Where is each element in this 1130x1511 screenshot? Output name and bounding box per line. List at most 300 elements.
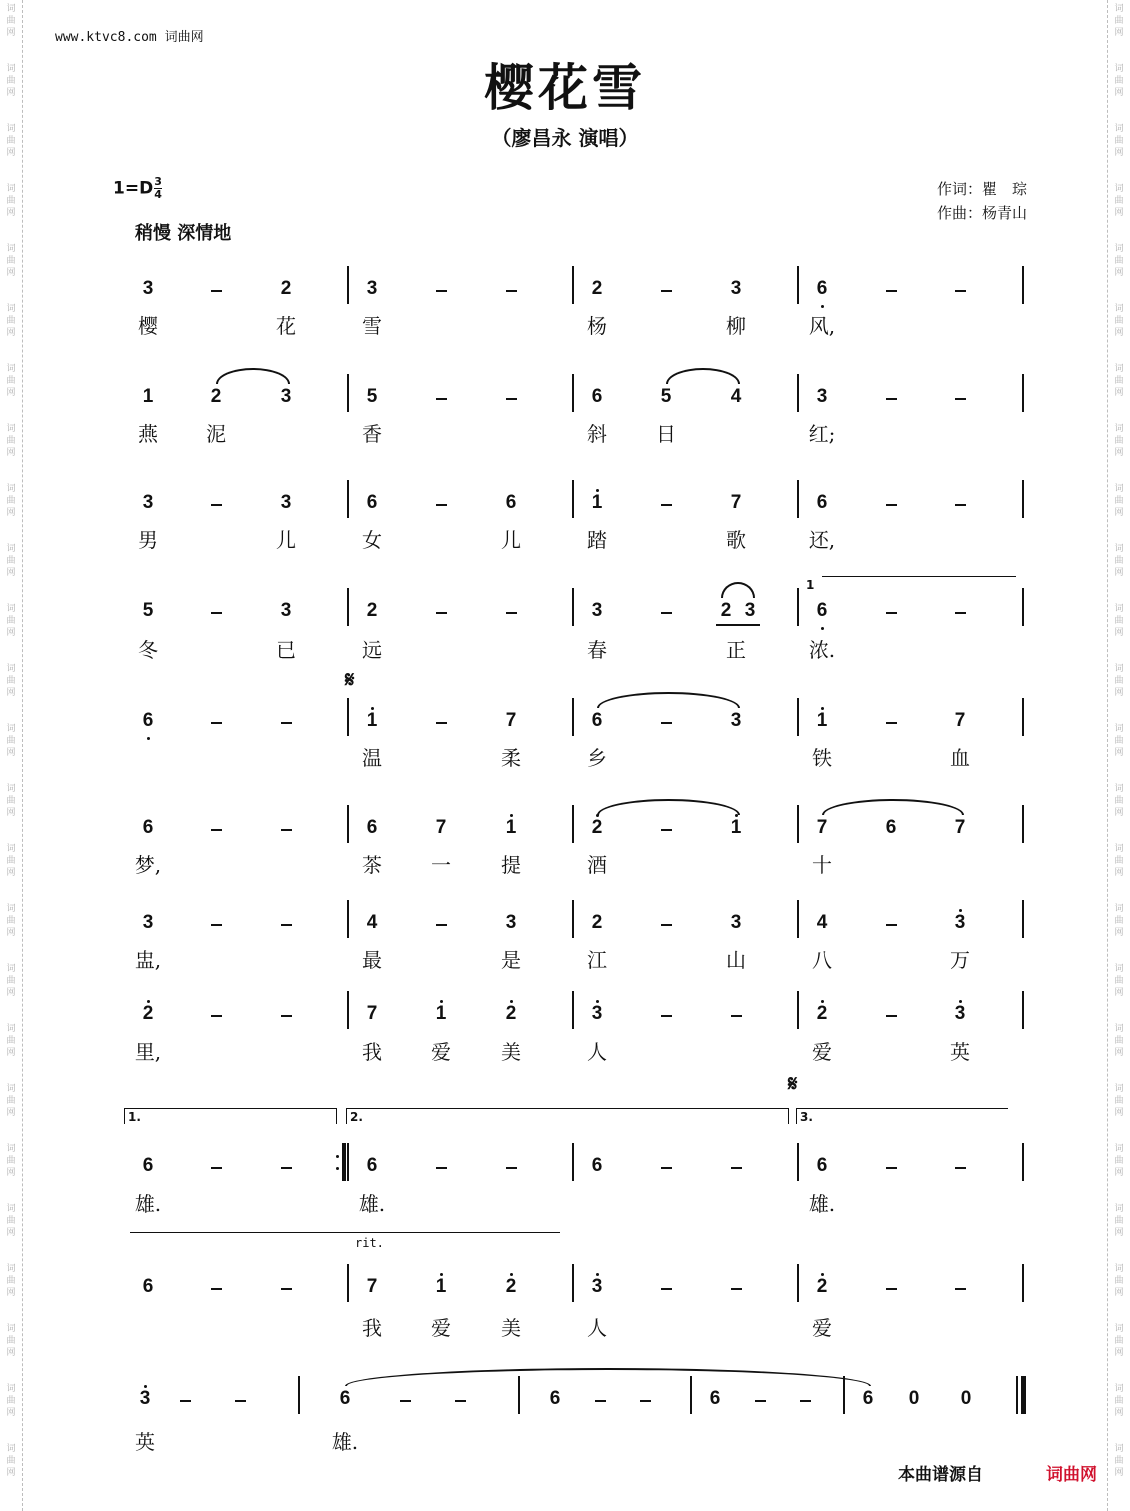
watermark-glyph: 曲 — [6, 1276, 16, 1286]
dash-symbol — [886, 1015, 897, 1017]
note: 1 — [730, 817, 742, 838]
watermark-glyph: 词 — [1114, 964, 1124, 974]
dash-symbol — [211, 924, 222, 926]
watermark-glyph: 网 — [6, 328, 16, 338]
dash-symbol — [886, 398, 897, 400]
watermark-glyph: 曲 — [6, 16, 16, 26]
note: 1 — [142, 386, 154, 407]
watermark-glyph: 网 — [1114, 508, 1124, 518]
watermark-glyph: 曲 — [1114, 1096, 1124, 1106]
watermark-glyph: 网 — [6, 1168, 16, 1178]
dash-symbol — [661, 722, 672, 724]
lyric: 花 — [276, 314, 296, 338]
dash-symbol — [886, 290, 897, 292]
note: 2 — [505, 1276, 517, 1297]
lyric: 雄. — [808, 1192, 836, 1216]
watermark-glyph: 曲 — [6, 856, 16, 866]
dash-symbol — [281, 1167, 292, 1169]
lyric: 人 — [587, 1316, 607, 1340]
note: 6 — [142, 817, 154, 838]
dash-symbol — [436, 290, 447, 292]
watermark-glyph: 词 — [1114, 64, 1124, 74]
note: 7 — [435, 817, 447, 838]
dash-symbol — [211, 1015, 222, 1017]
watermark-glyph: 词 — [6, 1024, 16, 1034]
watermark-glyph: 网 — [1114, 1408, 1124, 1418]
watermark-glyph: 网 — [6, 808, 16, 818]
lyric: 梦, — [134, 853, 162, 877]
lyric: 歌 — [726, 528, 746, 552]
high-octave-dot — [144, 1385, 147, 1388]
lyric: 香 — [362, 422, 382, 446]
dash-symbol — [211, 1167, 222, 1169]
low-octave-dot — [821, 305, 824, 308]
dash-symbol — [595, 1400, 606, 1402]
bar-line — [797, 900, 799, 938]
watermark-glyph: 网 — [6, 1468, 16, 1478]
note: 7 — [366, 1276, 378, 1297]
watermark-glyph: 词 — [1114, 1024, 1124, 1034]
lyric: 一 — [431, 853, 451, 877]
dash-symbol — [281, 1015, 292, 1017]
slur-arc — [822, 799, 964, 815]
final-bar-thin — [1016, 1376, 1018, 1414]
note: 1 — [505, 817, 517, 838]
volta-2-end — [788, 1108, 789, 1124]
dash-symbol — [886, 1288, 897, 1290]
watermark-glyph: 曲 — [1114, 16, 1124, 26]
watermark-glyph: 曲 — [1114, 1036, 1124, 1046]
dash-symbol — [211, 1288, 222, 1290]
note: 7 — [730, 492, 742, 513]
dash-symbol — [235, 1400, 246, 1402]
bar-line — [298, 1376, 300, 1414]
note: 3 — [730, 710, 742, 731]
note: 5 — [366, 386, 378, 407]
segno-sign: 𝄋 — [788, 1072, 798, 1097]
lyric: 冬 — [138, 638, 158, 662]
watermark-glyph: 曲 — [1114, 196, 1124, 206]
watermark-glyph: 词 — [1114, 784, 1124, 794]
bar-line — [797, 374, 799, 412]
volta-2-bracket — [346, 1108, 788, 1109]
dash-symbol — [661, 1167, 672, 1169]
note: 6 — [862, 1388, 874, 1409]
high-octave-dot — [821, 1273, 824, 1276]
lyric: 茶 — [362, 853, 382, 877]
dash-symbol — [281, 924, 292, 926]
watermark-glyph: 曲 — [1114, 976, 1124, 986]
bar-line — [797, 480, 799, 518]
watermark-glyph: 词 — [1114, 664, 1124, 674]
note: 3 — [816, 386, 828, 407]
watermark-glyph: 网 — [1114, 1288, 1124, 1298]
source-label: 本曲谱源自 — [898, 1465, 983, 1485]
dash-symbol — [886, 504, 897, 506]
key-label: 1=D — [113, 178, 154, 199]
watermark-glyph: 词 — [1114, 544, 1124, 554]
dash-symbol — [731, 1288, 742, 1290]
note: 6 — [816, 278, 828, 299]
dash-symbol — [436, 398, 447, 400]
high-octave-dot — [821, 1000, 824, 1003]
watermark-glyph: 词 — [1114, 1324, 1124, 1334]
lyric: 英 — [950, 1040, 970, 1064]
dash-symbol — [955, 290, 966, 292]
dash-symbol — [955, 398, 966, 400]
watermark-glyph: 曲 — [6, 496, 16, 506]
bar-line — [347, 588, 349, 626]
watermark-glyph: 词 — [1114, 424, 1124, 434]
watermark-glyph: 词 — [1114, 304, 1124, 314]
watermark-glyph: 网 — [6, 508, 16, 518]
watermark-glyph: 曲 — [1114, 436, 1124, 446]
watermark-glyph: 曲 — [6, 76, 16, 86]
watermark-glyph: 词 — [1114, 1444, 1124, 1454]
watermark-glyph: 网 — [6, 1288, 16, 1298]
note: 3 — [280, 386, 292, 407]
bar-line — [1022, 698, 1024, 736]
watermark-glyph: 曲 — [6, 676, 16, 686]
lyric: 英 — [135, 1430, 155, 1454]
lyric: 儿 — [276, 528, 296, 552]
watermark-glyph: 网 — [6, 208, 16, 218]
high-octave-dot — [959, 909, 962, 912]
volta-2-label: 2. — [350, 1110, 363, 1124]
lyric: 爱 — [812, 1316, 832, 1340]
lyric: 雪 — [362, 314, 382, 338]
watermark-glyph: 网 — [6, 1048, 16, 1058]
watermark-glyph: 词 — [1114, 1084, 1124, 1094]
lyric: 山 — [726, 948, 746, 972]
watermark-glyph: 词 — [6, 664, 16, 674]
watermark-glyph: 网 — [1114, 928, 1124, 938]
watermark-glyph: 网 — [6, 88, 16, 98]
watermark-glyph: 词 — [6, 544, 16, 554]
lyric: 美 — [501, 1316, 521, 1340]
note: 0 — [908, 1388, 920, 1409]
dash-symbol — [211, 290, 222, 292]
note: 7 — [954, 710, 966, 731]
watermark-glyph: 网 — [6, 1348, 16, 1358]
note: 2 — [142, 1003, 154, 1024]
bar-line — [1022, 480, 1024, 518]
high-octave-dot — [596, 1000, 599, 1003]
watermark-glyph: 网 — [1114, 1228, 1124, 1238]
dash-symbol — [661, 1288, 672, 1290]
note: 4 — [816, 912, 828, 933]
watermark-glyph: 曲 — [1114, 676, 1124, 686]
watermark-glyph: 词 — [6, 844, 16, 854]
high-octave-dot — [440, 1273, 443, 1276]
watermark-glyph: 曲 — [6, 376, 16, 386]
note: 4 — [730, 386, 742, 407]
watermark-glyph: 词 — [1114, 904, 1124, 914]
watermark-glyph: 网 — [6, 628, 16, 638]
watermark-glyph: 词 — [6, 1204, 16, 1214]
note: 2 — [366, 600, 378, 621]
note: 3 — [591, 1003, 603, 1024]
note: 4 — [366, 912, 378, 933]
lyric: 最 — [362, 948, 382, 972]
bar-line — [572, 1143, 574, 1181]
repeat-dot — [336, 1167, 339, 1170]
watermark-glyph: 曲 — [1114, 316, 1124, 326]
watermark-glyph: 曲 — [1114, 496, 1124, 506]
lyric: 泥 — [206, 422, 226, 446]
watermark-glyph: 曲 — [1114, 736, 1124, 746]
lyric: 盅, — [134, 948, 162, 972]
watermark-glyph: 曲 — [6, 436, 16, 446]
note: 1 — [591, 492, 603, 513]
high-octave-dot — [510, 1000, 513, 1003]
watermark-glyph: 曲 — [1114, 1276, 1124, 1286]
bar-line — [572, 991, 574, 1029]
watermark-glyph: 曲 — [6, 796, 16, 806]
dash-symbol — [211, 722, 222, 724]
bar-line — [1022, 1143, 1024, 1181]
note: 7 — [954, 817, 966, 838]
lyric: 还, — [808, 528, 836, 552]
note: 3 — [142, 912, 154, 933]
watermark-glyph: 词 — [1114, 484, 1124, 494]
dash-symbol — [436, 722, 447, 724]
watermark-glyph: 曲 — [6, 196, 16, 206]
lyric: 里, — [134, 1040, 162, 1064]
beam-underline — [716, 624, 760, 626]
bar-line — [572, 900, 574, 938]
note: 6 — [549, 1388, 561, 1409]
high-octave-dot — [596, 489, 599, 492]
note: 2 — [816, 1276, 828, 1297]
dash-symbol — [436, 924, 447, 926]
note: 6 — [816, 492, 828, 513]
note: 6 — [339, 1388, 351, 1409]
high-octave-dot — [510, 814, 513, 817]
lyricist: 作词：瞿 琮 — [937, 180, 1028, 198]
watermark-glyph: 曲 — [6, 616, 16, 626]
time-signature: $\frac{3}{4}$ — [154, 175, 162, 201]
dash-symbol — [886, 924, 897, 926]
watermark-glyph: 词 — [1114, 184, 1124, 194]
dash-symbol — [661, 504, 672, 506]
note: 3 — [954, 1003, 966, 1024]
note: 3 — [505, 912, 517, 933]
note: 5 — [660, 386, 672, 407]
note: 7 — [505, 710, 517, 731]
dash-symbol — [436, 504, 447, 506]
watermark-glyph: 词 — [1114, 1264, 1124, 1274]
high-octave-dot — [959, 1000, 962, 1003]
watermark-glyph: 曲 — [1114, 1156, 1124, 1166]
watermark-glyph: 词 — [1114, 244, 1124, 254]
lyric: 远 — [362, 638, 382, 662]
note: 2 — [210, 386, 222, 407]
note: 6 — [816, 600, 828, 621]
lyric: 我 — [362, 1316, 382, 1340]
watermark-glyph: 曲 — [1114, 136, 1124, 146]
dash-symbol — [506, 398, 517, 400]
watermark-glyph: 词 — [6, 304, 16, 314]
watermark-glyph: 网 — [6, 388, 16, 398]
dash-symbol — [640, 1400, 651, 1402]
watermark-glyph: 词 — [6, 784, 16, 794]
lyric: 温 — [362, 746, 382, 770]
note: 3 — [280, 600, 292, 621]
slur-arc — [721, 582, 755, 598]
watermark-glyph: 网 — [1114, 988, 1124, 998]
watermark-glyph: 网 — [1114, 1048, 1124, 1058]
watermark-glyph: 曲 — [1114, 1456, 1124, 1466]
watermark-glyph: 词 — [6, 1324, 16, 1334]
final-bar-thick — [1021, 1376, 1026, 1414]
watermark-glyph: 词 — [1114, 844, 1124, 854]
watermark-glyph: 网 — [1114, 88, 1124, 98]
note: 3 — [591, 600, 603, 621]
repeat-thick-bar — [342, 1143, 346, 1181]
lyric: 踏 — [587, 528, 607, 552]
left-watermark-strip — [0, 0, 23, 1511]
watermark-glyph: 词 — [1114, 724, 1124, 734]
lyric: 儿 — [501, 528, 521, 552]
dash-symbol — [281, 1288, 292, 1290]
note: 6 — [885, 817, 897, 838]
watermark-glyph: 词 — [6, 424, 16, 434]
lyric: 人 — [587, 1040, 607, 1064]
lyric: 红; — [808, 422, 836, 446]
lyric: 八 — [812, 948, 832, 972]
dash-symbol — [886, 1167, 897, 1169]
volta-3-label: 3. — [800, 1110, 813, 1124]
lyric: 我 — [362, 1040, 382, 1064]
note: 6 — [591, 710, 603, 731]
dash-symbol — [955, 504, 966, 506]
watermark-glyph: 网 — [1114, 328, 1124, 338]
note: 6 — [366, 817, 378, 838]
credits — [937, 177, 1027, 225]
dash-symbol — [800, 1400, 811, 1402]
watermark-glyph: 网 — [6, 148, 16, 158]
bar-line — [347, 698, 349, 736]
dash-symbol — [211, 612, 222, 614]
bar-line — [347, 805, 349, 843]
note: 2 — [720, 600, 732, 621]
watermark-glyph: 网 — [6, 868, 16, 878]
high-octave-dot — [440, 1000, 443, 1003]
song-title: 樱花雪 — [484, 58, 646, 117]
watermark-glyph: 词 — [1114, 604, 1124, 614]
watermark-glyph: 网 — [6, 748, 16, 758]
watermark-glyph: 词 — [6, 724, 16, 734]
site-url[interactable]: www.ktvc8.com 词曲网 — [55, 30, 204, 45]
watermark-glyph: 曲 — [1114, 856, 1124, 866]
note: 6 — [709, 1388, 721, 1409]
note: 2 — [591, 817, 603, 838]
dash-symbol — [955, 1167, 966, 1169]
bar-line — [347, 480, 349, 518]
dash-symbol — [661, 612, 672, 614]
watermark-glyph: 词 — [1114, 1144, 1124, 1154]
watermark-glyph: 词 — [6, 364, 16, 374]
watermark-glyph: 网 — [1114, 148, 1124, 158]
watermark-glyph: 网 — [1114, 568, 1124, 578]
dash-symbol — [180, 1400, 191, 1402]
note: 6 — [591, 386, 603, 407]
dash-symbol — [886, 612, 897, 614]
watermark-glyph: 词 — [6, 1444, 16, 1454]
note: 3 — [730, 912, 742, 933]
low-octave-dot — [821, 627, 824, 630]
watermark-glyph: 网 — [6, 448, 16, 458]
high-octave-dot — [821, 707, 824, 710]
dash-symbol — [436, 1167, 447, 1169]
lyric: 爱 — [431, 1316, 451, 1340]
lyric: 浓. — [808, 638, 836, 662]
dash-symbol — [281, 722, 292, 724]
watermark-glyph: 曲 — [1114, 1216, 1124, 1226]
volta-3-side — [796, 1108, 797, 1124]
dash-symbol — [661, 829, 672, 831]
watermark-glyph: 词 — [6, 184, 16, 194]
lyric: 雄. — [134, 1192, 162, 1216]
watermark-glyph: 曲 — [6, 916, 16, 926]
dash-symbol — [661, 924, 672, 926]
watermark-glyph: 曲 — [6, 1156, 16, 1166]
key-signature — [113, 176, 162, 201]
bar-line — [572, 698, 574, 736]
watermark-glyph: 网 — [1114, 1468, 1124, 1478]
source-site-link[interactable]: 词曲网 — [1046, 1465, 1097, 1485]
watermark-glyph: 网 — [6, 928, 16, 938]
bar-line — [797, 1264, 799, 1302]
watermark-glyph: 网 — [1114, 628, 1124, 638]
note: 3 — [139, 1388, 151, 1409]
bar-line — [347, 991, 349, 1029]
bar-line — [1022, 900, 1024, 938]
note: 6 — [366, 1155, 378, 1176]
bar-line — [1022, 1264, 1024, 1302]
watermark-glyph: 网 — [6, 268, 16, 278]
lyric: 是 — [501, 948, 521, 972]
bar-line — [347, 266, 349, 304]
watermark-glyph: 曲 — [6, 136, 16, 146]
watermark-glyph: 网 — [1114, 868, 1124, 878]
watermark-glyph: 曲 — [6, 1456, 16, 1466]
dash-symbol — [506, 290, 517, 292]
dash-symbol — [436, 612, 447, 614]
lyric: 爱 — [431, 1040, 451, 1064]
watermark-glyph: 曲 — [6, 1036, 16, 1046]
lyric: 春 — [587, 638, 607, 662]
dash-symbol — [455, 1400, 466, 1402]
watermark-glyph: 词 — [6, 904, 16, 914]
watermark-glyph: 曲 — [6, 1336, 16, 1346]
watermark-glyph: 曲 — [6, 976, 16, 986]
high-octave-dot — [147, 1000, 150, 1003]
dash-symbol — [506, 1167, 517, 1169]
note: 5 — [142, 600, 154, 621]
bar-line — [797, 698, 799, 736]
dash-symbol — [755, 1400, 766, 1402]
slur-arc — [597, 799, 740, 815]
watermark-glyph: 网 — [1114, 1168, 1124, 1178]
dash-symbol — [886, 722, 897, 724]
note: 1 — [366, 710, 378, 731]
watermark-glyph: 曲 — [6, 556, 16, 566]
lyric: 杨 — [587, 314, 607, 338]
lyric: 正 — [726, 638, 746, 662]
lyric: 乡 — [587, 746, 607, 770]
